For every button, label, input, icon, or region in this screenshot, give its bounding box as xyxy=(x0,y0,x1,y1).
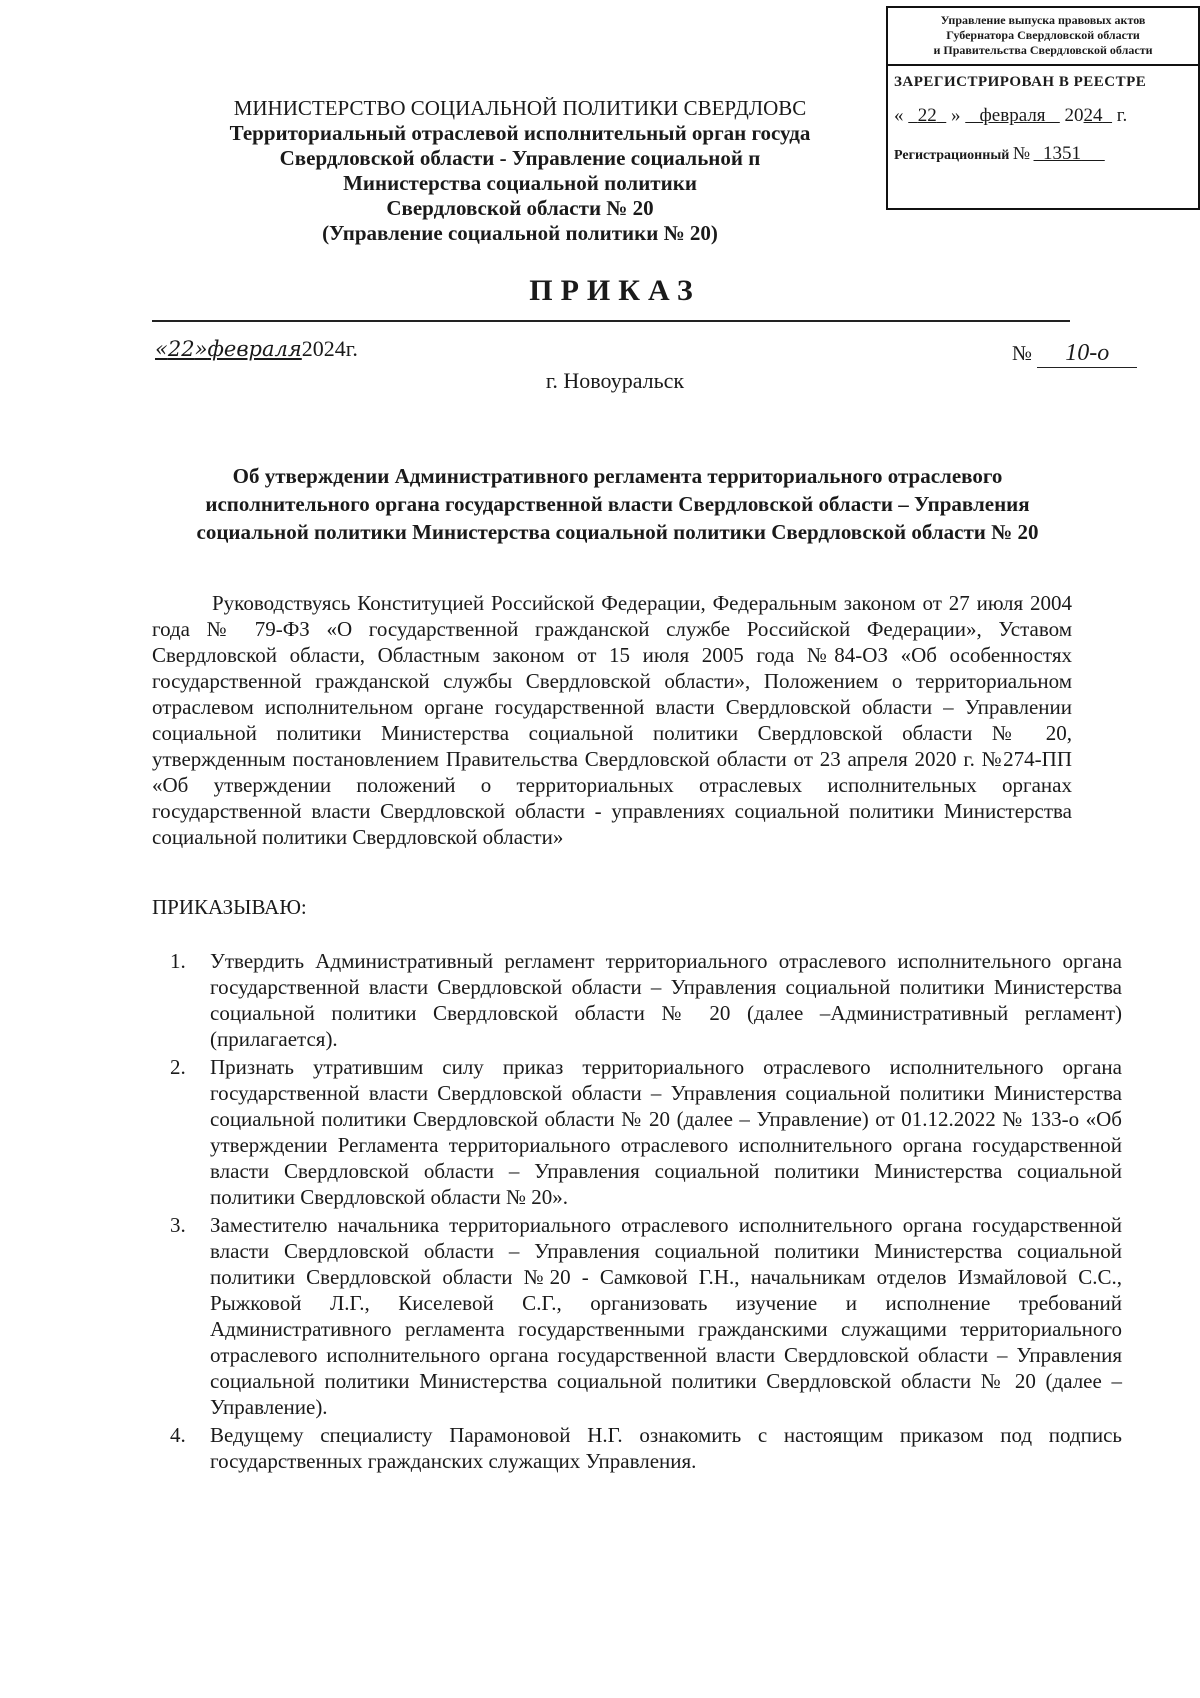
city: г. Новоуральск xyxy=(545,368,685,393)
order-date-year: 2024г. xyxy=(301,336,358,361)
stamp-date xyxy=(888,91,1198,127)
order-word: ПРИКАЗЫВАЮ: xyxy=(152,895,307,919)
item-number: 4. xyxy=(170,1423,186,1447)
item-text: Заместителю начальника территориального отраслевого исполнительного органа государственной власти Свердловской области – Управления социальной политики Министерства социальной политики Свердловской области №20 - Самковой Г.Н., начальникам отделов Измайловой С.С., Рыжковой Л.Г., Киселевой С.Г., организовать изучение и исполнение требований Административного регламента государственными гражданскими служащими территориального отраслевого исполнительного органа государственной власти Свердловской области – Управления социальной политики Министерства социальной политики Свердловской области № 20 (далее – Управление). xyxy=(210,1213,1122,1419)
org-line-4: Министерства социальной политики xyxy=(343,171,697,195)
item-text: Утвердить Административный регламент территориального отраслевого исполнительного органа государственной власти Свердловской области – Управления социальной политики Министерства социальной политики Свердловской области № 20 (далее –Административный регламент) (прилагается). xyxy=(210,949,1122,1051)
order-number xyxy=(1012,340,1137,368)
order-date-handwritten: «22»февраля xyxy=(155,337,302,361)
org-line-5: Свердловской области № 20 xyxy=(386,196,654,220)
stamp-year-prefix: 20 xyxy=(1064,105,1084,126)
order-number-value: 10-о xyxy=(1037,340,1137,368)
order-number-sign: № xyxy=(1012,341,1033,365)
list-item xyxy=(170,1212,1122,1420)
stamp-header xyxy=(888,8,1198,66)
stamp-day: 22 xyxy=(917,105,937,126)
stamp-month: февраля xyxy=(979,105,1046,126)
stamp-year-suffix: 24 xyxy=(1083,105,1103,126)
item-number: 2. xyxy=(170,1055,186,1079)
order-date xyxy=(155,336,358,362)
item-text: Ведущему специалисту Парамоновой Н.Г. ознакомить с настоящим приказом под подпись государственных гражданских служащих Управления. xyxy=(210,1423,1122,1473)
stamp-registration-number xyxy=(888,127,1198,165)
stamp-reg-number: 1351 xyxy=(1043,143,1082,164)
stamp-reg-label: Регистрационный xyxy=(894,148,1010,163)
document-subject: Об утверждении Административного регламента территориального отраслевого исполнительного органа государственной власти Свердловской области – Управления социальной политики Министерства социальной политики Свердловской области № 20 xyxy=(196,464,1039,544)
stamp-year-end: г. xyxy=(1116,105,1128,126)
org-line-1: МИНИСТЕРСТВО СОЦИАЛЬНОЙ ПОЛИТИКИ СВЕРДЛОВС xyxy=(233,96,807,120)
item-text: Признать утратившим силу приказ территориального отраслевого исполнительного органа государственной власти Свердловской области – Управления социальной политики Министерства социальной политики Свердловской области № 20 (далее – Управление) от 01.12.2022 № 133-о «Об утверждении Регламента территориального отраслевого исполнительного органа государственной власти Свердловской области – Управления социальной политики Министерства социальной политики Свердловской области № 20». xyxy=(210,1055,1122,1209)
org-line-2: Территориальный отраслевой исполнительный орган госуда xyxy=(229,121,811,145)
item-number: 3. xyxy=(170,1213,186,1237)
item-number: 1. xyxy=(170,949,186,973)
stamp-reg-sign: № xyxy=(1012,143,1031,163)
order-items-list xyxy=(160,948,1122,1476)
org-line-3: Свердловской области - Управление социальной п xyxy=(279,146,761,170)
stamp-head-line-2: Губернатора Свердловской области xyxy=(946,28,1140,42)
registration-stamp xyxy=(886,6,1200,210)
stamp-date-mid: » xyxy=(951,105,961,126)
stamp-head-line-1: Управление выпуска правовых актов xyxy=(940,13,1146,27)
list-item xyxy=(170,948,1122,1052)
document-title: ПРИКАЗ xyxy=(529,274,701,307)
stamp-registered-label: ЗАРЕГИСТРИРОВАН В РЕЕСТРЕ xyxy=(894,74,1147,90)
stamp-head-line-3: и Правительства Свердловской области xyxy=(933,43,1153,57)
preamble-paragraph: Руководствуясь Конституцией Российской Федерации, Федеральным законом от 27 июля 2004 года № 79-ФЗ «О государственной гражданской службе Российской Федерации», Уставом Свердловской области, Областным законом от 15 июля 2005 года №84-ОЗ «Об особенностях государственной гражданской службы Свердловской области», Положением о территориальном отраслевом исполнительном органе государственной власти Свердловской области – Управлении социальной политики Министерства социальной политики Свердловской области № 20, утвержденным постановлением Правительства Свердловской области от 23 апреля 2020 г. №274-ПП «Об утверждении положений о территориальных отраслевых исполнительных органах государственной власти Свердловской области - управлениях социальной политики Министерства социальной политики Свердловской области» xyxy=(152,591,1072,849)
title-divider xyxy=(152,320,1070,322)
list-item xyxy=(170,1422,1122,1474)
list-item xyxy=(170,1054,1122,1210)
org-line-6: (Управление социальной политики № 20) xyxy=(322,221,718,245)
organization-header xyxy=(150,96,890,246)
stamp-date-open: « xyxy=(894,105,904,126)
